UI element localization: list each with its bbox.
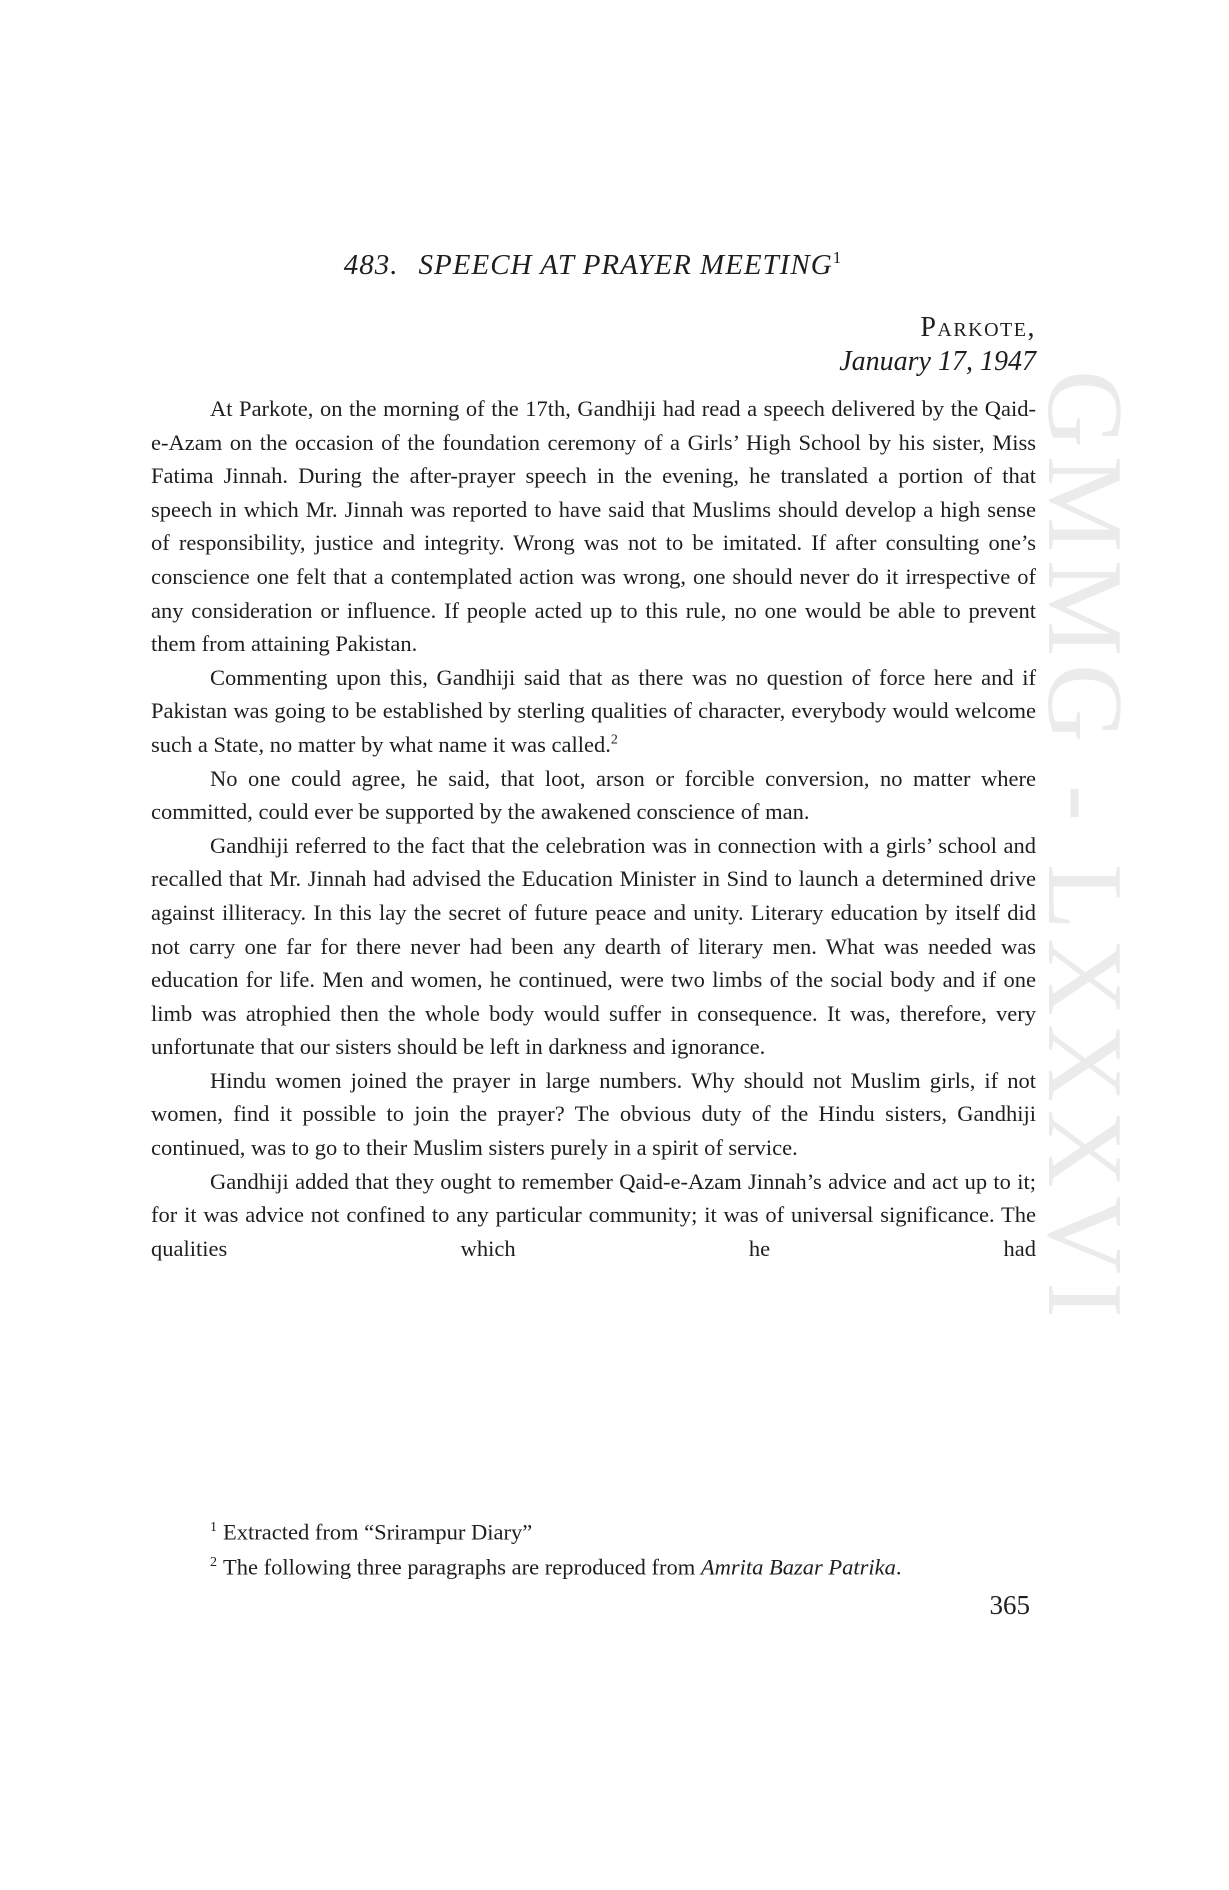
footnote-1-text: Extracted from “Srirampur Diary” <box>223 1519 533 1545</box>
paragraph-2-text: Commenting upon this, Gandhiji said that as there was no question of force here and if Pakistan was going to be established by sterling qualities of character, everybody would welcome such a State, no matter by what name it was called. <box>151 664 1036 757</box>
footnote-2-mark: 2 <box>210 1554 217 1570</box>
footnote-ref-2: 2 <box>610 732 618 748</box>
paragraph-4-text: Gandhiji referred to the fact that the celebration was in connection with a girls’ school and recalled that Mr. Jinnah had advised the Education Minister in Sind to launch a determined drive against illiteracy. In this lay the secret of future peace and unity. Literary education by itself did not carry one far for there never had been any dearth of literary men. What was needed was education for life. Men and women, he continued, were two limbs of the social body and if one limb was atrophied then the whole body would suffer in consequence. It was, therefore, very unfortunate that our sisters should be left in darkness and ignorance. <box>151 832 1036 1060</box>
footnote-2 <box>151 1548 1036 1583</box>
paragraph-5 <box>151 1064 1036 1165</box>
paragraph-4 <box>151 829 1036 1064</box>
footnote-2-source: Amrita Bazar Patrika <box>700 1554 896 1579</box>
paragraph-3-text: No one could agree, he said, that loot, arson or forcible conversion, no matter where committed, could ever be supported by the awakened conscience of man. <box>151 765 1036 825</box>
footnote-2-end: . <box>895 1554 902 1579</box>
paragraph-6 <box>151 1165 1036 1266</box>
article-title: SPEECH AT PRAYER MEETING <box>418 249 833 281</box>
footnote-2-text: The following three paragraphs are reproduced from <box>223 1554 701 1579</box>
paragraph-1 <box>151 392 1036 661</box>
body-text <box>151 392 1036 1265</box>
paragraph-3 <box>151 762 1036 829</box>
paragraph-2 <box>151 661 1036 762</box>
footnote-1 <box>151 1513 1036 1548</box>
article-heading <box>150 248 1036 282</box>
footnote-1-mark: 1 <box>210 1520 217 1535</box>
heading-footnote-mark: 1 <box>832 248 843 267</box>
dateline-date: January 17, 1947 <box>839 346 1036 377</box>
paragraph-1-text: At Parkote, on the morning of the 17th, Gandhiji had read a speech delivered by the Qaid-e-Azam on the occasion of the foundation ceremony of a Girls’ High School by his sister, Miss Fatima Jinnah. During the after-prayer speech in the evening, he translated a portion of that speech in which Mr. Jinnah was reported to have said that Muslims should develop a high sense of responsibility, justice and integrity. Wrong was not to be imitated. If after consulting one’s conscience one felt that a contemplated action was wrong, one should never do it irrespective of any consideration or influence. If people acted up to this rule, no one would be able to prevent them from attaining Pakistan. <box>151 396 1036 657</box>
paragraph-5-text: Hindu women joined the prayer in large numbers. Why should not Muslim girls, if not women, find it possible to join the prayer? The obvious duty of the Hindu sisters, Gandhiji continued, was to go to their Muslim sisters purely in a spirit of service. <box>151 1067 1036 1161</box>
page-number: 365 <box>989 1590 1030 1620</box>
watermark-text: GMMG - LXXXVI <box>1025 370 1144 1326</box>
dateline-place: Parkote, <box>920 312 1036 343</box>
footnotes <box>151 1513 1036 1582</box>
article-number: 483. <box>343 249 399 281</box>
paragraph-6-text: Gandhiji added that they ought to remember Qaid-e-Azam Jinnah’s advice and act up to it; for it was advice not confined to any particular community; it was of universal significance. The qualities which he had <box>151 1168 1036 1261</box>
